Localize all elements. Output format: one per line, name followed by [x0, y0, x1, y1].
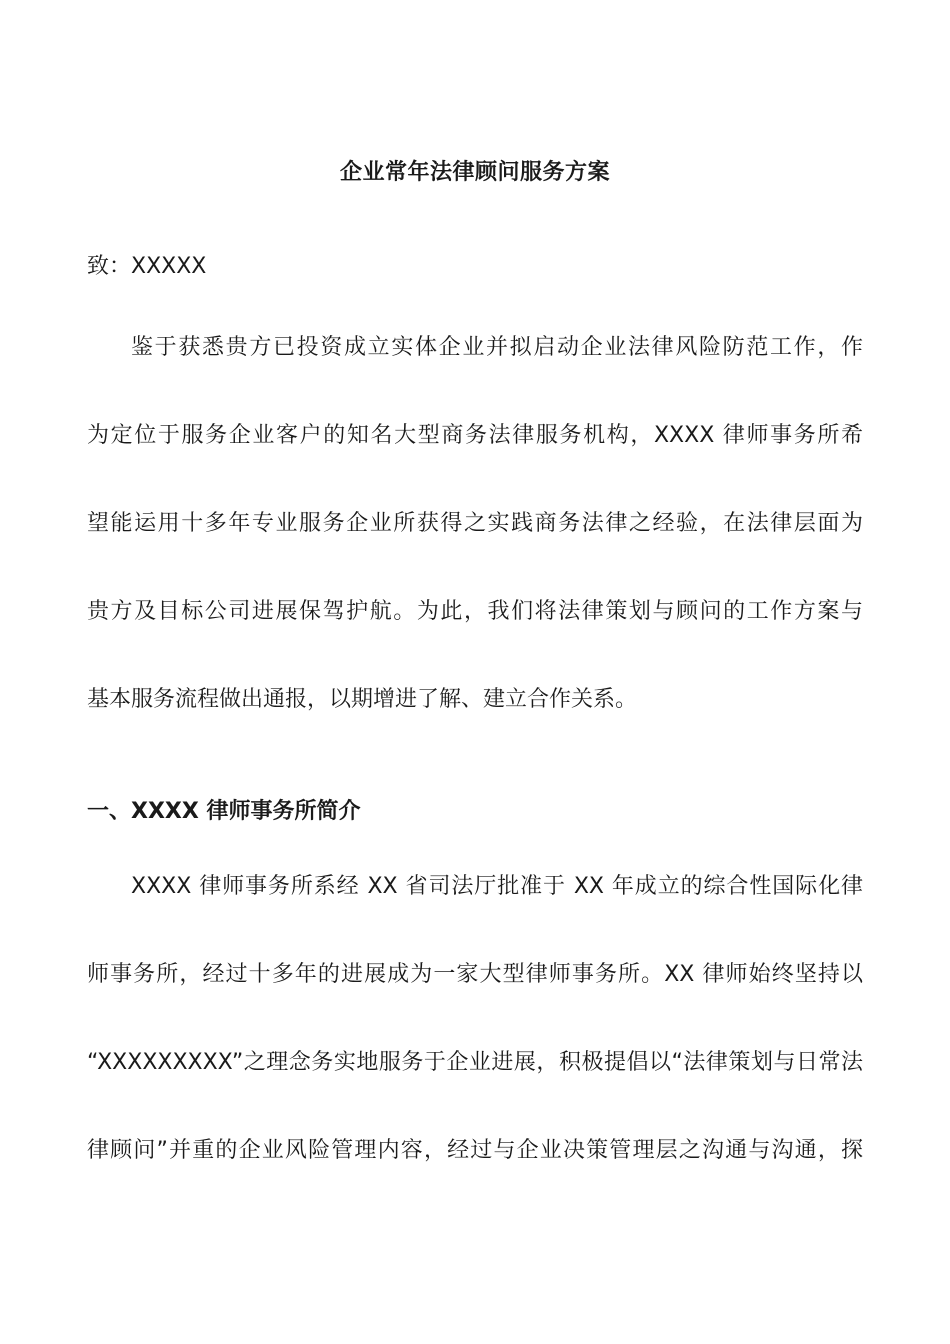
section-paragraph: [87, 870, 863, 1168]
paragraph-line: 律顾问”并重的企业风险管理内容，经过与企业决策管理层之沟通与沟通，探: [87, 1138, 863, 1163]
paragraph-line: 基本服务流程做出通报，以期增进了解、建立合作关系。: [87, 687, 638, 712]
paragraph-line: 望能运用十多年专业服务企业所获得之实践商务法律之经验，在法律层面为: [87, 511, 863, 536]
paragraph-line: 师事务所，经过十多年的进展成为一家大型律师事务所。XX 律师始终坚持以: [87, 962, 863, 987]
recipient-line: 致：XXXXX: [87, 254, 207, 279]
paragraph-line: “XXXXXXXXX”之理念务实地服务于企业进展，积极提倡以“法律策划与日常法: [87, 1050, 863, 1075]
paragraph-line: XXXX 律师事务所系经 XX 省司法厅批准于 XX 年成立的综合性国际化律: [131, 874, 863, 899]
section-heading: 一、XXXX 律师事务所简介: [87, 799, 361, 824]
intro-paragraph: [87, 331, 863, 717]
paragraph-line: 为定位于服务企业客户的知名大型商务法律服务机构，XXXX 律师事务所希: [87, 423, 863, 448]
document-title: 企业常年法律顾问服务方案: [339, 160, 610, 185]
paragraph-line: 鉴于获悉贵方已投资成立实体企业并拟启动企业法律风险防范工作，作: [131, 335, 863, 360]
paragraph-line: 贵方及目标公司进展保驾护航。为此，我们将法律策划与顾问的工作方案与: [87, 599, 863, 624]
